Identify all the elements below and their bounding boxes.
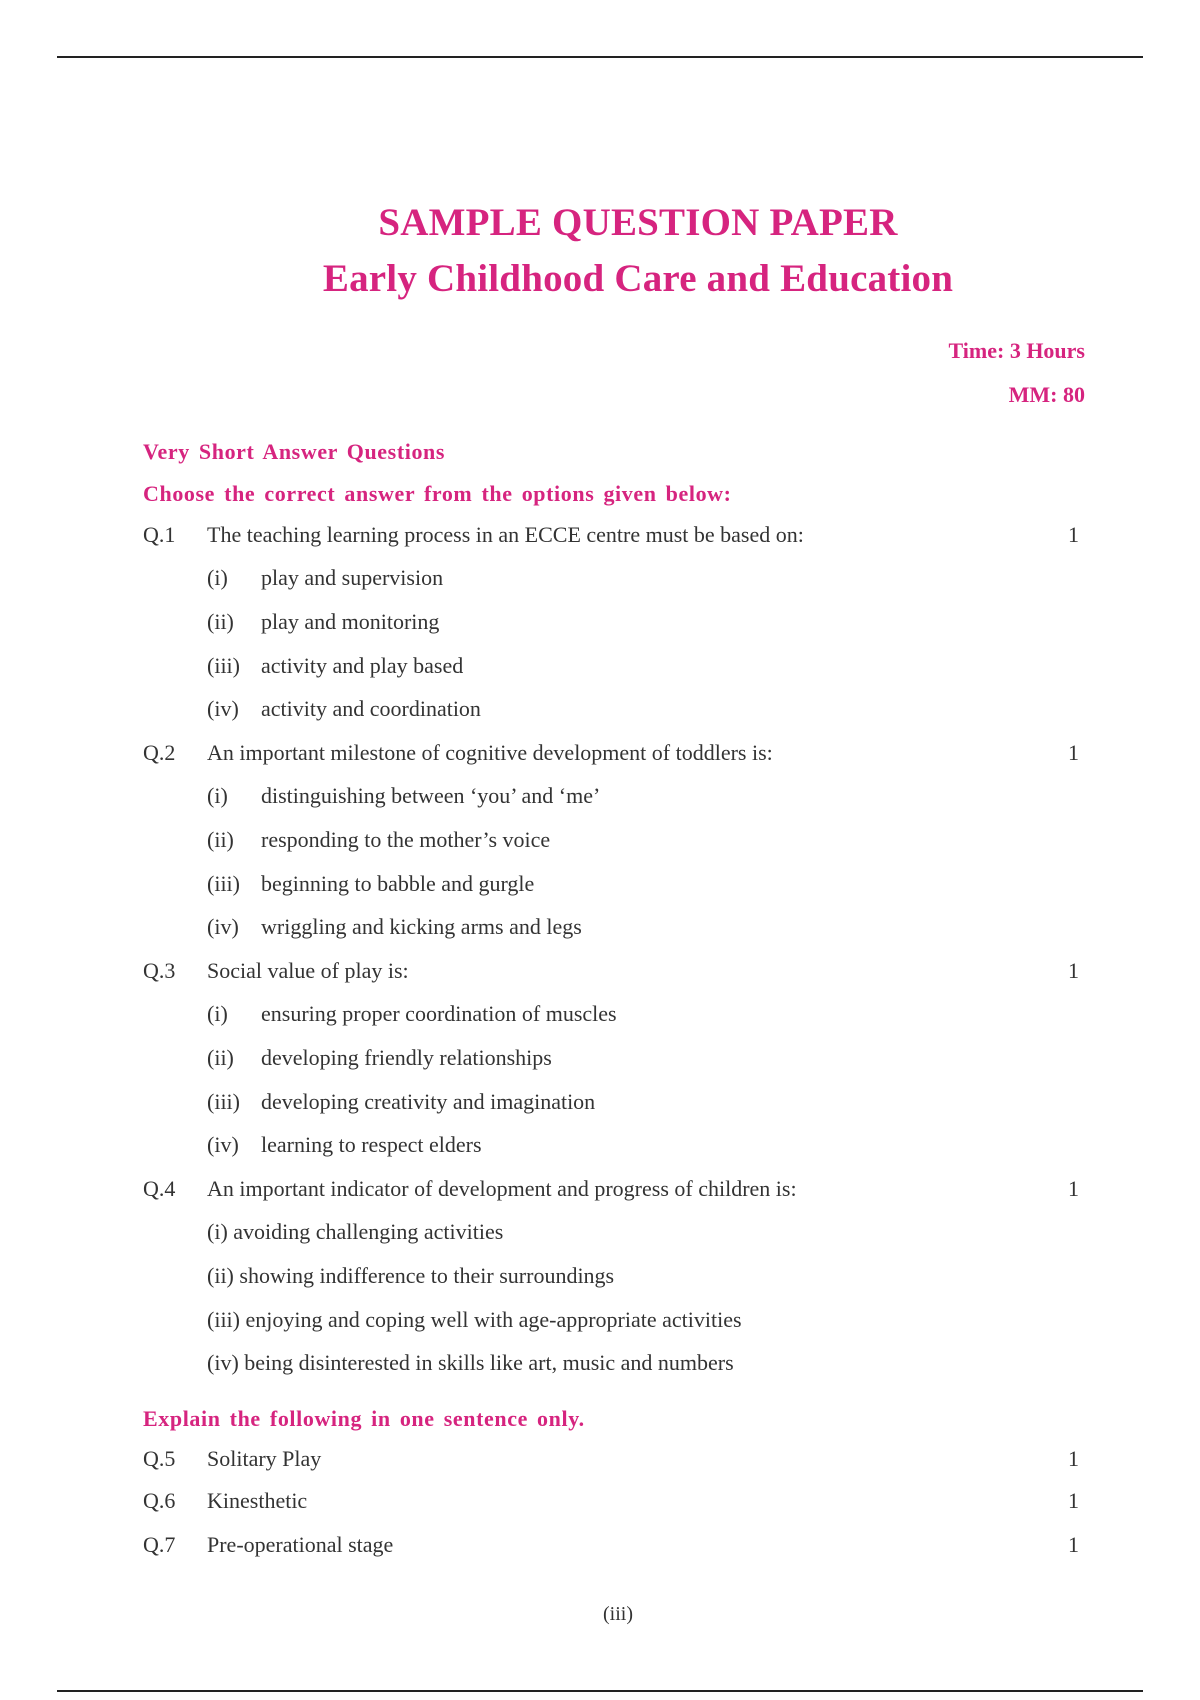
question-marks: 1 bbox=[1068, 740, 1079, 765]
question-text: Pre-operational stage bbox=[207, 1532, 394, 1557]
option-number: (iii) bbox=[207, 1089, 240, 1114]
option-text: developing friendly relationships bbox=[261, 1045, 552, 1070]
option-text: (ii) showing indifference to their surroundings bbox=[207, 1263, 615, 1288]
option-q1-iv bbox=[0, 696, 1200, 726]
question-6 bbox=[0, 1488, 1200, 1518]
option-q1-i bbox=[0, 565, 1200, 595]
option-text: play and supervision bbox=[261, 565, 444, 590]
option-q4-iii bbox=[0, 1307, 1200, 1337]
option-q3-iv bbox=[0, 1132, 1200, 1162]
option-text: wriggling and kicking arms and legs bbox=[261, 914, 582, 939]
option-number: (i) bbox=[207, 783, 228, 808]
question-marks: 1 bbox=[1068, 1532, 1079, 1557]
section-heading-explain: Explain the following in one sentence only. bbox=[143, 1406, 585, 1431]
question-number: Q.5 bbox=[143, 1446, 176, 1471]
option-q2-iv bbox=[0, 914, 1200, 944]
option-number: (iv) bbox=[207, 1132, 239, 1157]
option-number: (i) bbox=[207, 565, 228, 590]
question-text: Kinesthetic bbox=[207, 1488, 308, 1513]
option-text: beginning to babble and gurgle bbox=[261, 871, 535, 896]
time-allowed: Time: 3 Hours bbox=[948, 338, 1085, 363]
option-text: activity and play based bbox=[261, 653, 464, 678]
option-q2-i bbox=[0, 783, 1200, 813]
question-1 bbox=[0, 522, 1200, 552]
page-number: (iii) bbox=[603, 1603, 633, 1625]
option-number: (iii) bbox=[207, 653, 240, 678]
option-number: (ii) bbox=[207, 827, 234, 852]
option-q3-ii bbox=[0, 1045, 1200, 1075]
question-number: Q.4 bbox=[143, 1176, 176, 1201]
question-text: Social value of play is: bbox=[207, 958, 409, 983]
paper-title: SAMPLE QUESTION PAPER bbox=[378, 201, 898, 244]
option-q3-iii bbox=[0, 1089, 1200, 1119]
option-number: (ii) bbox=[207, 1045, 234, 1070]
question-marks: 1 bbox=[1068, 1446, 1079, 1471]
question-number: Q.7 bbox=[143, 1532, 176, 1557]
option-text: (iv) being disinterested in skills like art, music and numbers bbox=[207, 1350, 734, 1375]
question-5 bbox=[0, 1446, 1200, 1476]
option-text: activity and coordination bbox=[261, 696, 481, 721]
option-text: (i) avoiding challenging activities bbox=[207, 1219, 504, 1244]
question-text: An important indicator of development and progress of children is: bbox=[207, 1176, 797, 1201]
option-q1-ii bbox=[0, 609, 1200, 639]
question-3 bbox=[0, 958, 1200, 988]
option-q1-iii bbox=[0, 653, 1200, 683]
paper-subtitle: Early Childhood Care and Education bbox=[322, 257, 954, 300]
question-marks: 1 bbox=[1068, 958, 1079, 983]
option-text: distinguishing between ‘you’ and ‘me’ bbox=[261, 783, 601, 808]
question-4 bbox=[0, 1176, 1200, 1206]
option-q2-iii bbox=[0, 871, 1200, 901]
option-text: developing creativity and imagination bbox=[261, 1089, 596, 1114]
question-text: Solitary Play bbox=[207, 1446, 322, 1471]
option-number: (iv) bbox=[207, 914, 239, 939]
question-marks: 1 bbox=[1068, 1488, 1079, 1513]
option-text: (iii) enjoying and coping well with age-appropriate activities bbox=[207, 1307, 742, 1332]
question-text: The teaching learning process in an ECCE centre must be based on: bbox=[207, 522, 804, 547]
question-marks: 1 bbox=[1068, 1176, 1079, 1201]
option-number: (iv) bbox=[207, 696, 239, 721]
question-marks: 1 bbox=[1068, 522, 1079, 547]
option-q4-i bbox=[0, 1219, 1200, 1249]
question-number: Q.3 bbox=[143, 958, 176, 983]
option-number: (i) bbox=[207, 1001, 228, 1026]
question-7 bbox=[0, 1532, 1200, 1562]
section-heading-very-short: Very Short Answer Questions bbox=[143, 439, 446, 464]
question-number: Q.2 bbox=[143, 740, 176, 765]
option-number: (ii) bbox=[207, 609, 234, 634]
option-q4-iv bbox=[0, 1350, 1200, 1380]
option-q3-i bbox=[0, 1001, 1200, 1031]
top-rule bbox=[57, 56, 1143, 58]
question-text: An important milestone of cognitive development of toddlers is: bbox=[207, 740, 773, 765]
option-text: ensuring proper coordination of muscles bbox=[261, 1001, 617, 1026]
option-number: (iii) bbox=[207, 871, 240, 896]
option-text: learning to respect elders bbox=[261, 1132, 482, 1157]
max-marks: MM: 80 bbox=[1008, 382, 1085, 407]
option-q4-ii bbox=[0, 1263, 1200, 1293]
option-text: play and monitoring bbox=[261, 609, 440, 634]
option-q2-ii bbox=[0, 827, 1200, 857]
option-text: responding to the mother’s voice bbox=[261, 827, 551, 852]
bottom-rule bbox=[57, 1690, 1143, 1692]
question-number: Q.6 bbox=[143, 1488, 176, 1513]
question-number: Q.1 bbox=[143, 522, 176, 547]
section-heading-choose: Choose the correct answer from the options given below: bbox=[143, 481, 732, 506]
question-2 bbox=[0, 740, 1200, 770]
